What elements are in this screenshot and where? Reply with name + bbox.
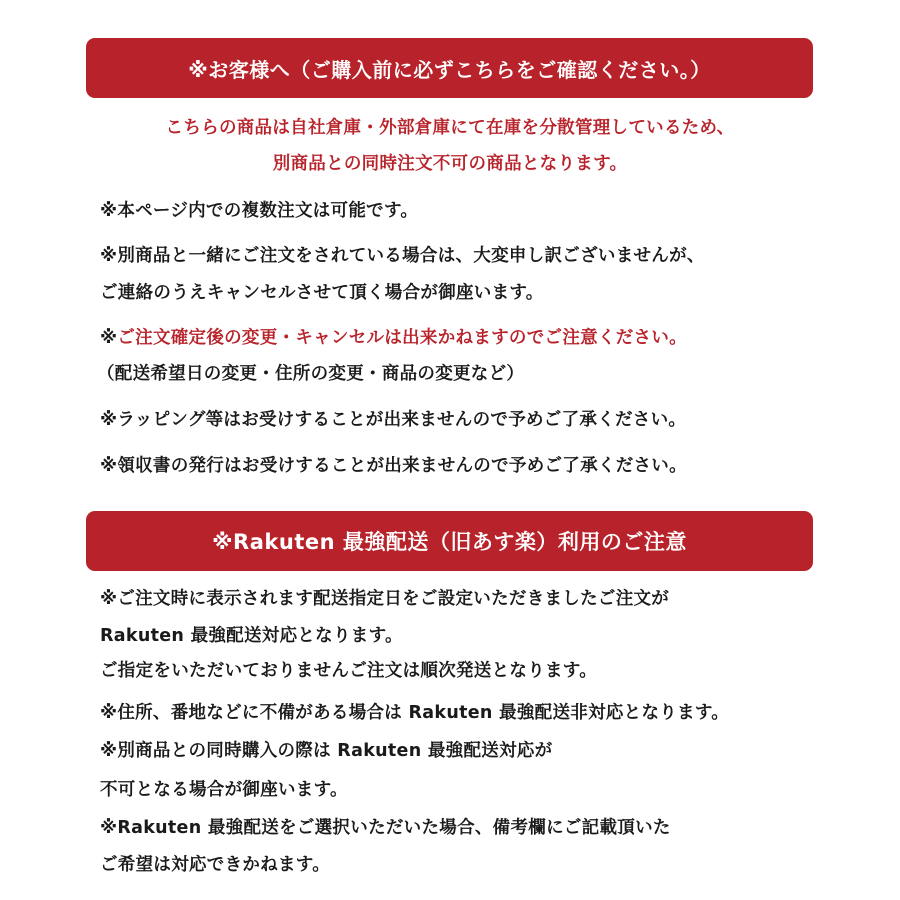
note-change-text: ご注文確定後の変更・キャンセルは出来かねますのでご注意ください。 [117,328,687,348]
intro-line-1: こちらの商品は自社倉庫・外部倉庫にて在庫を分散管理しているため、 [165,118,735,138]
delivery-line-3: ご指定をいただいておりませんご注文は順次発送となります。 [100,661,597,681]
delivery-line-8: ご希望は対応できかねます。 [100,855,330,875]
note-multi-order: ※本ページ内での複数注文は可能です。 [100,201,419,221]
delivery-line-1: ※ご注文時に表示されます配送指定日をご設定いただきましたご注文が [100,589,670,609]
notice-banner-customers [86,38,813,98]
delivery-line-6: 不可となる場合が御座います。 [100,780,348,800]
note-cancel-line-2: ご連絡のうえキャンセルさせて頂く場合が御座います。 [100,283,544,303]
notice-banner-customers-title: ※お客様へ（ご購入前に必ずこちらをご確認ください。） [188,57,711,82]
notice-banner-delivery [86,511,813,571]
delivery-line-4: ※住所、番地などに不備がある場合は Rakuten 最強配送非対応となります。 [100,703,730,723]
note-cancel-line-1: ※別商品と一緒にご注文をされている場合は、大変申し訳ございませんが、 [100,246,705,266]
intro-line-2: 別商品との同時注文不可の商品となります。 [272,154,628,174]
note-change-mark: ※ [100,328,118,348]
delivery-line-5: ※別商品との同時購入の際は Rakuten 最強配送対応が [100,741,553,761]
delivery-line-2: Rakuten 最強配送対応となります。 [100,626,403,646]
note-receipt: ※領収書の発行はお受けすることが出来ませんので予めご了承ください。 [100,456,687,476]
delivery-line-7: ※Rakuten 最強配送をご選択いただいた場合、備考欄にご記載頂いた [100,818,671,838]
note-wrapping: ※ラッピング等はお受けすることが出来ませんので予めご了承ください。 [100,410,687,430]
note-change-warning [100,330,687,348]
notice-banner-delivery-title: ※Rakuten 最強配送（旧あす楽）利用のご注意 [212,530,687,554]
note-change-detail: （配送希望日の変更・住所の変更・商品の変更など） [97,364,525,384]
